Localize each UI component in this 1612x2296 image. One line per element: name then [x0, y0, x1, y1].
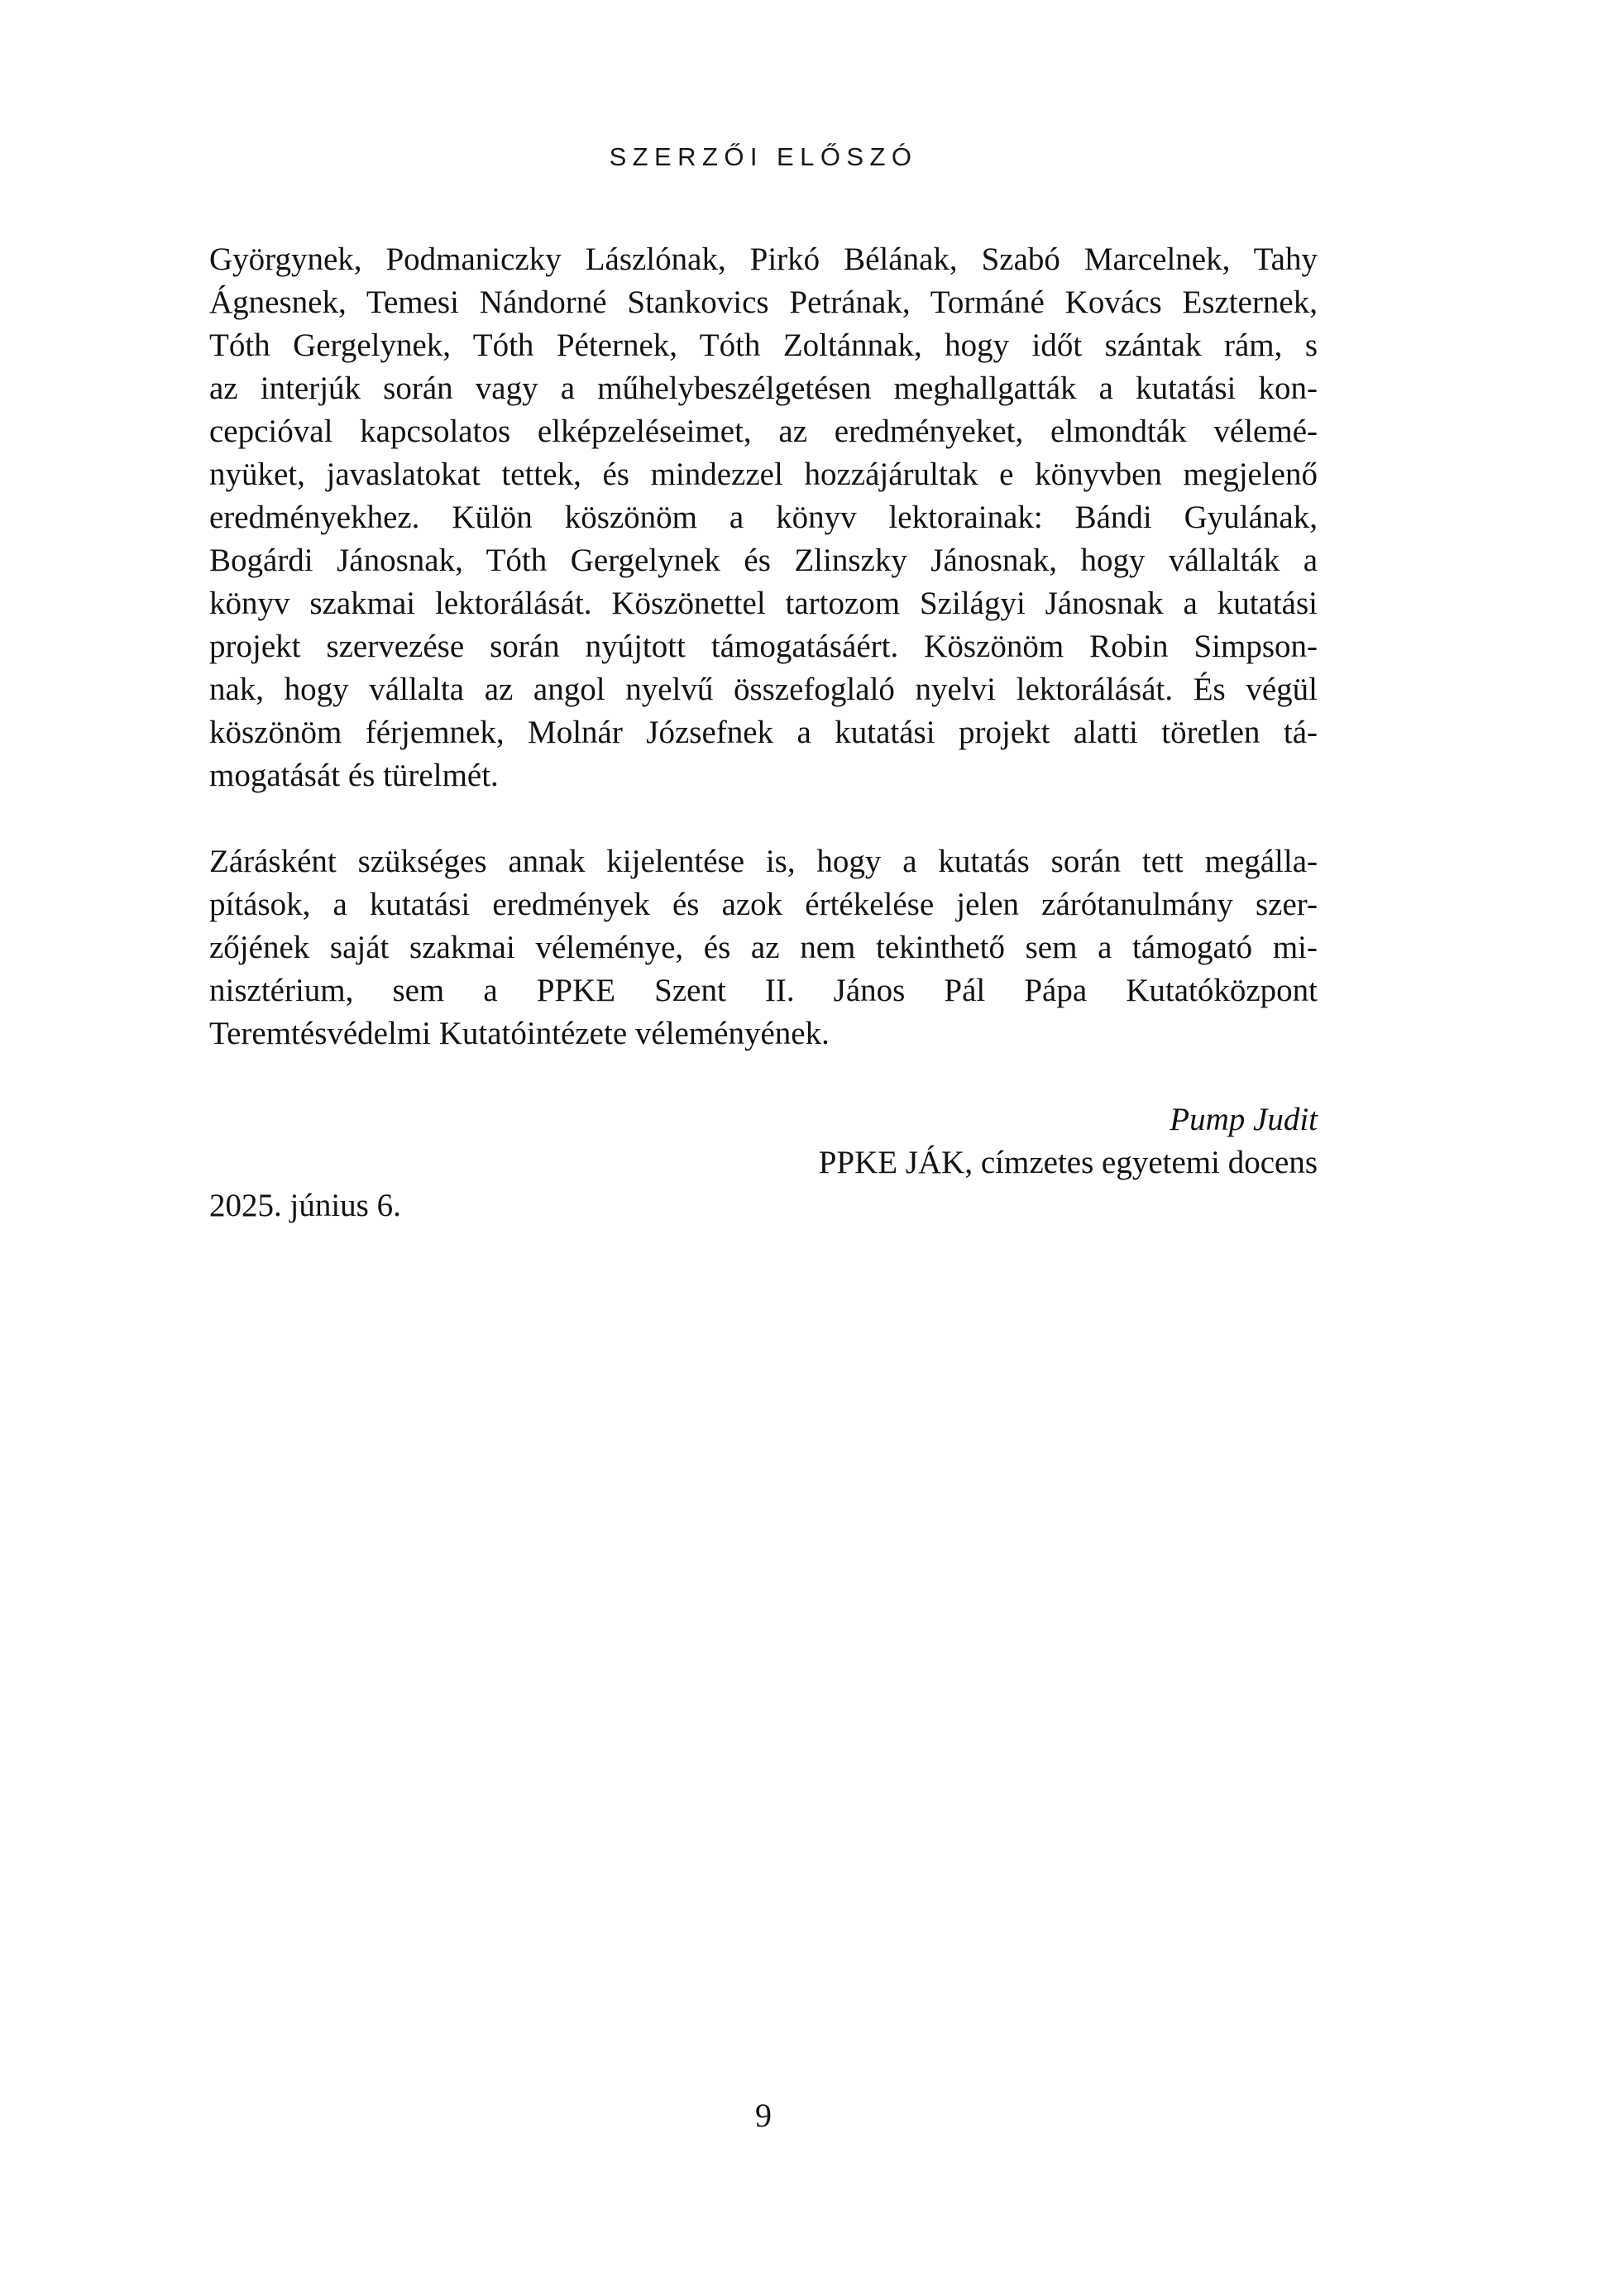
- text-line: cepcióval kapcsolatos elképzeléseimet, az eredményeket, elmondták vélemé-: [209, 414, 1318, 449]
- text-line: Ágnesnek, Temesi Nándorné Stankovics Petrának, Tormáné Kovács Eszternek,: [209, 285, 1318, 320]
- text-line: könyv szakmai lektorálását. Köszönettel tartozom Szilágyi Jánosnak a kutatási: [209, 586, 1318, 621]
- paragraph: [209, 840, 1318, 1055]
- signature-affiliation: PPKE JÁK, címzetes egyetemi docens: [818, 1145, 1318, 1180]
- body-paragraphs: [209, 238, 1318, 1055]
- text-line: eredményekhez. Külön köszönöm a könyv lektorainak: Bándi Gyulának,: [209, 500, 1318, 535]
- signature-block: [209, 1098, 1318, 1227]
- signature-date: 2025. június 6.: [209, 1188, 401, 1223]
- text-line: Györgynek, Podmaniczky Lászlónak, Pirkó Bélának, Szabó Marcelnek, Tahy: [209, 242, 1318, 277]
- paragraph: [209, 238, 1318, 797]
- running-header: SZERZŐI ELŐSZÓ: [609, 142, 918, 171]
- text-line: Zárásként szükséges annak kijelentése is, hogy a kutatás során tett megálla-: [209, 844, 1318, 879]
- page-number: 9: [755, 2097, 772, 2134]
- text-block: [209, 238, 1318, 1227]
- text-line: nyüket, javaslatokat tettek, és mindezzel hozzájárultak e könyvben megjelenő: [209, 457, 1318, 492]
- text-line: projekt szervezése során nyújtott támogatásáért. Köszönöm Robin Simpson-: [209, 629, 1318, 664]
- text-line: Tóth Gergelynek, Tóth Péternek, Tóth Zoltánnak, hogy időt szántak rám, s: [209, 328, 1318, 363]
- text-line: nisztérium, sem a PPKE Szent II. János Pál Pápa Kutatóközpont: [209, 973, 1318, 1008]
- signature-author: Pump Judit: [1170, 1102, 1318, 1137]
- text-line: pítások, a kutatási eredmények és azok értékelése jelen zárótanulmány szer-: [209, 887, 1318, 922]
- text-line: köszönöm férjemnek, Molnár Józsefnek a kutatási projekt alatti töretlen tá-: [209, 715, 1318, 750]
- text-line: Bogárdi Jánosnak, Tóth Gergelynek és Zlinszky Jánosnak, hogy vállalták a: [209, 543, 1318, 578]
- text-line: mogatását és türelmét.: [209, 758, 499, 793]
- text-line: Teremtésvédelmi Kutatóintézete véleményének.: [209, 1016, 830, 1051]
- text-line: nak, hogy vállalta az angol nyelvű összefoglaló nyelvi lektorálását. És végül: [209, 672, 1318, 707]
- text-line: zőjének saját szakmai véleménye, és az nem tekinthető sem a támogató mi-: [209, 930, 1318, 965]
- text-line: az interjúk során vagy a műhelybeszélgetésen meghallgatták a kutatási kon-: [209, 371, 1318, 406]
